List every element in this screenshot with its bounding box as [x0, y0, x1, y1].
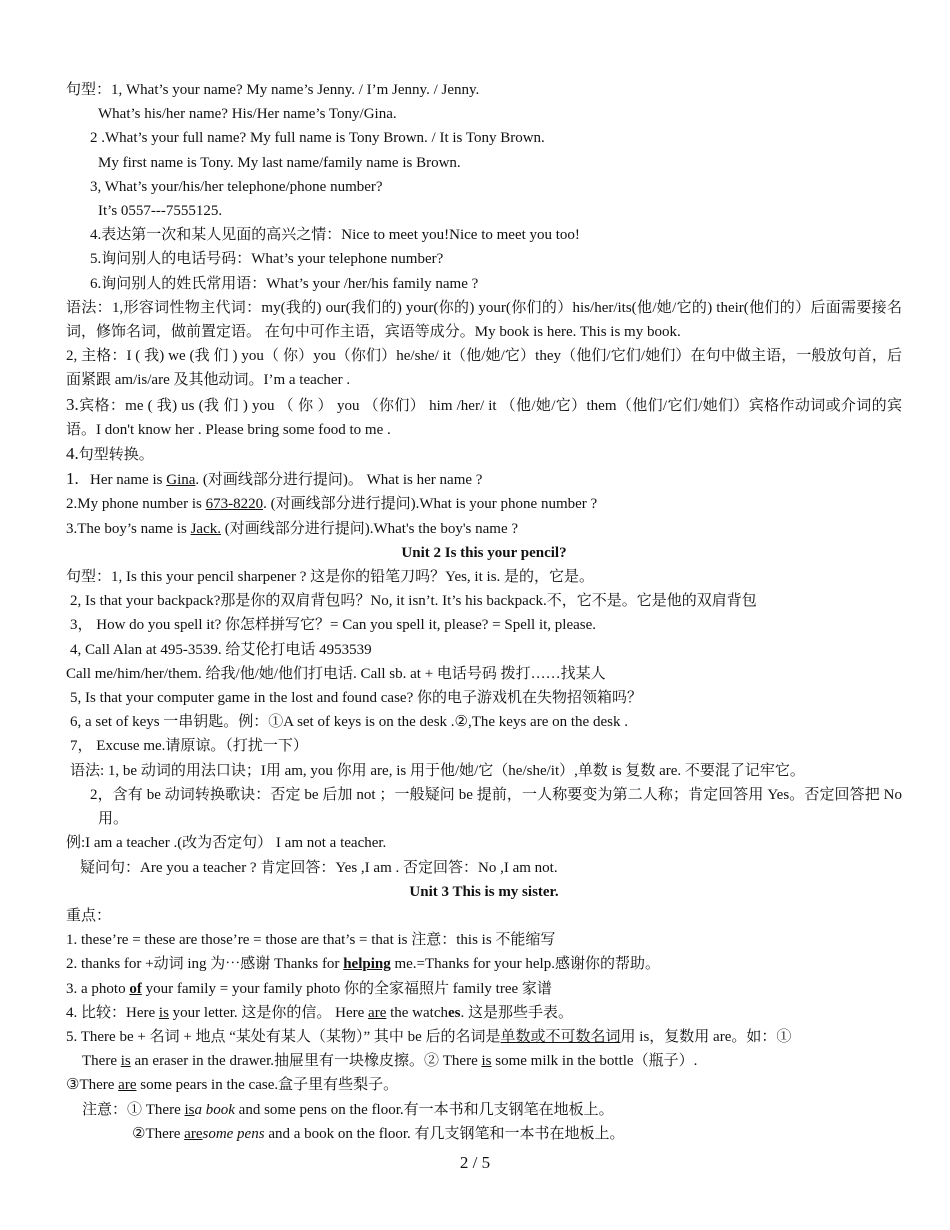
unit2-line-3: 3， How do you spell it? 你怎样拼写它？= Can you spell it, please? = Spell it, please. — [70, 617, 597, 634]
transform-question-3 — [66, 517, 902, 541]
n2-text: ②There — [132, 1125, 185, 1142]
p4-underlined-1: is — [158, 1004, 169, 1021]
unit2-line-7: 6, a set of keys 一串钥匙。例：①A set of keys is on the desk .②,The keys are on the desk . — [70, 714, 628, 731]
q2-text: 2.My phone number is — [66, 496, 206, 513]
sentence-pattern-1b: What’s his/her name? His/Her name’s Tony/Gina. — [98, 106, 397, 123]
sentence-pattern-2b: My first name is Tony. My last name/family name is Brown. — [98, 154, 461, 171]
page-number: 2 / 5 — [459, 1153, 491, 1172]
p4-text-3: the watch — [386, 1004, 448, 1021]
q1-underlined: Gina — [166, 472, 196, 489]
unit3-key-heading: 重点： — [66, 907, 112, 924]
unit3-note-2 — [66, 1122, 902, 1146]
p4-underlined-2: are — [368, 1004, 387, 1021]
p4-text-2: your letter. 这是你的信。 Here — [168, 1004, 369, 1021]
sentence-pattern-3: 3, What’s your/his/her telephone/phone number? — [90, 178, 383, 195]
p6-underlined: are — [118, 1077, 137, 1094]
q3-underlined: Jack. — [190, 520, 221, 537]
p5-ex-text-2: an eraser in the drawer.抽屉里有一块橡皮擦。② There — [130, 1053, 482, 1070]
unit-2-title: Unit 2 Is this your pencil? — [401, 544, 567, 561]
unit3-note-1 — [66, 1098, 902, 1122]
unit2-grammar-2: 2，含有 be 动词转换歌诀：否定 be 后加 not ；一般疑问 be 提前，一人称要变为第二人称；肯定回答用 Yes。否定回答把 No 用。 — [90, 786, 902, 828]
q3-rest: (对画线部分进行提问).What's the boy's name ? — [220, 520, 519, 537]
sentence-pattern-2: 2 .What’s your full name? My full name is Tony Brown. / It is Tony Brown. — [90, 130, 545, 147]
sentence-pattern-4: 4.表达第一次和某人见面的高兴之情：Nice to meet you!Nice to meet you too! — [90, 227, 580, 244]
p2-underlined: helping — [343, 956, 391, 973]
transform-question-2 — [66, 492, 902, 516]
unit3-point-5-examples — [66, 1049, 902, 1073]
unit3-point-6 — [66, 1073, 902, 1097]
sentence-pattern-5: 5.询问别人的电话号码：What’s your telephone number? — [90, 251, 444, 268]
p6-rest: some pears in the case.盒子里有些梨子。 — [136, 1077, 399, 1094]
p5-rest: 用 is，复数用 are。如：① — [620, 1028, 792, 1045]
p5-ex-underlined-2: is — [481, 1053, 492, 1070]
p5-ex-text: There — [82, 1053, 121, 1070]
grammar-subject-case: 2, 主格：I ( 我) we (我 们 ) you（ 你）you（你们）he/she/ it（他/她/它）they（他们/它们/她们）在句中做主语，一般放句首，后面紧跟 am/is/are 及其他动词。I’m a teacher . — [66, 348, 902, 389]
unit2-example-negative: 例:I am a teacher .(改为否定句） I am not a teacher. — [66, 835, 387, 852]
unit2-line-4: 4, Call Alan at 495-3539. 给艾伦打电话 4953539 — [70, 641, 372, 658]
p4-text-4: . 这是那些手表。 — [460, 1004, 574, 1021]
unit-3-title: Unit 3 This is my sister. — [409, 883, 559, 900]
grammar-object-case — [66, 393, 902, 442]
transform-title: 句型转换。 — [78, 447, 154, 464]
unit2-line-2: 2, Is that your backpack?那是你的双肩背包吗？No, it isn’t. It’s his backpack.不，它不是。它是他的双肩背包 — [70, 593, 757, 610]
n2-underlined: are — [184, 1125, 203, 1142]
p5-ex-text-3: some milk in the bottle（瓶子）. — [491, 1053, 698, 1070]
p4-text: 4. 比较：Here — [66, 1004, 159, 1021]
n2-rest: and a book on the floor. 有几支钢笔和一本书在地板上。 — [264, 1125, 625, 1142]
unit2-line-5: Call me/him/her/them. 给我/他/她/他们打电话. Call sb. at + 电话号码 拨打……找某人 — [66, 665, 606, 682]
n1-underlined: is — [184, 1101, 195, 1118]
unit3-point-4 — [66, 1001, 902, 1025]
p6-text: ③There — [66, 1077, 119, 1094]
transform-heading — [66, 442, 902, 467]
p5-ex-underlined-1: is — [120, 1053, 131, 1070]
unit2-line-1: 句型：1, Is this your pencil sharpener ? 这是你的铅笔刀吗？Yes, it is. 是的，它是。 — [66, 569, 595, 586]
q2-underlined: 673-8220 — [205, 496, 264, 513]
p2-rest: me.=Thanks for your help.感谢你的帮助。 — [390, 956, 660, 973]
n1-text: 注意：① There — [82, 1101, 185, 1118]
unit3-point-2 — [66, 952, 902, 976]
n1-rest: and some pens on the floor.有一本书和几支钢笔在地板上。 — [234, 1101, 614, 1118]
unit2-line-6: 5, Is that your computer game in the lost and found case? 你的电子游戏机在失物招领箱吗？ — [70, 690, 642, 707]
n1-italic: a book — [194, 1101, 235, 1118]
sentence-pattern-1: 句型：1, What’s your name? My name’s Jenny. / I’m Jenny. / Jenny. — [66, 82, 480, 98]
q1-text: Her name is — [90, 472, 167, 489]
p2-text: 2. thanks for +动词 ing 为⋯感谢 Thanks for — [66, 956, 344, 973]
unit2-grammar-1: 语法: 1, be 动词的用法口诀；I用 am, you 你用 are, is 用于他/她/它（he/she/it）,单数 is 复数 are. 不要混了记牢它。 — [70, 762, 805, 779]
grammar-possessive: 语法：1,形容词性物主代词：my(我的) our(我们的) your(你的) your(你们的）his/her/its(他/她/它的) their(他们的）后面需要接名词，修饰名词，做前置定语。 在句中可作主语，宾语等成分。My book is here. This is my book. — [66, 299, 902, 341]
unit2-line-8: 7， Excuse me.请原谅。（打扰一下） — [70, 738, 308, 755]
unit3-point-1: 1. these’re = these are those’re = those are that’s = that is 注意：this is 不能缩写 — [66, 932, 556, 949]
n2-italic: some pens — [202, 1125, 265, 1142]
p3-text: 3. a photo — [66, 980, 130, 997]
grammar-object-case-text: 宾格：me ( 我) us (我 们 ) you （ 你 ） you （你们） him /her/ it （他/她/它）them（他们/它们/她们）宾格作动词或介词的宾语。I don't know her . Please bring some food to me . — [66, 397, 902, 438]
document-body — [66, 78, 902, 1146]
unit2-example-question: 疑问句：Are you a teacher ? 肯定回答：Yes ,I am . 否定回答：No ,I am not. — [80, 859, 558, 876]
transform-num: 4. — [66, 444, 79, 464]
unit3-point-3 — [66, 977, 902, 1001]
sentence-pattern-3b: It’s 0557---7555125. — [98, 203, 223, 220]
unit3-point-5 — [66, 1025, 902, 1049]
transform-question-1 — [66, 467, 902, 492]
p3-underlined: of — [129, 980, 142, 997]
q3-text: 3.The boy’s name is — [66, 520, 191, 537]
p5-text: 5. There be + 名词 + 地点 “某处有某人（某物）” 其中 be 后的名词是 — [66, 1028, 501, 1045]
grammar-object-case-num: 3. — [66, 394, 79, 414]
q1-rest: . (对画线部分进行提问)。 What is her name ? — [195, 472, 483, 489]
q1-num: 1. — [66, 469, 79, 489]
sentence-pattern-6: 6.询问别人的姓氏常用语：What’s your /her/his family name ? — [90, 275, 479, 292]
p5-underlined: 单数或不可数名词 — [500, 1028, 621, 1045]
p3-rest: your family = your family photo 你的全家福照片 family tree 家谱 — [141, 980, 552, 997]
p4-bold-suffix: es — [448, 1004, 461, 1021]
q2-rest: . (对画线部分进行提问).What is your phone number ? — [263, 496, 598, 513]
